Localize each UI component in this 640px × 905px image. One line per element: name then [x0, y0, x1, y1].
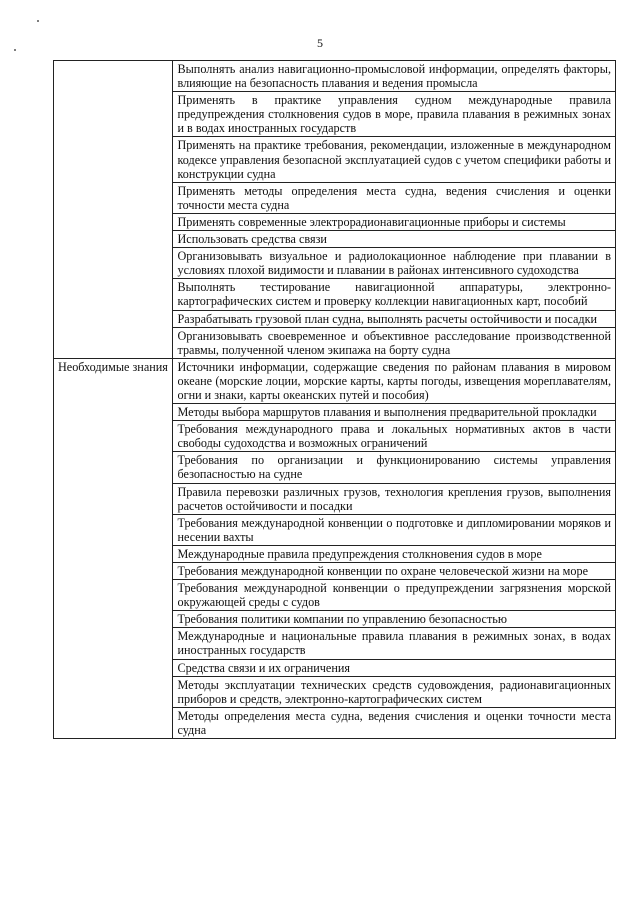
- table-row: [54, 358, 616, 403]
- page-number: 5: [317, 36, 323, 50]
- requirement-text: Применять методы определения места судна, ведения счисления и оценки точности места судна: [173, 182, 616, 213]
- requirement-text: Организовывать визуальное и радиолокационное наблюдение при плавании в условиях плохой видимости и плавании в районах интенсивного судоходства: [173, 248, 616, 279]
- requirement-text: Выполнять анализ навигационно-промысловой информации, определять факторы, влияющие на безопасность плавания и ведения промысла: [173, 61, 616, 92]
- requirement-text: Источники информации, содержащие сведения по районам плавания в мировом океане (морские лоции, морские карты, карты погоды, извещения мореплавателям, огни и знаки, карты океанских путей и пособия): [173, 358, 616, 403]
- scan-speck: [14, 49, 16, 51]
- requirement-text: Требования международной конвенции о подготовке и дипломировании моряков и несении вахты: [173, 514, 616, 545]
- requirement-text: Требования по организации и функционированию системы управления безопасностью на судне: [173, 452, 616, 483]
- section-label: Необходимые знания: [54, 358, 173, 738]
- requirement-text: Методы эксплуатации технических средств судовождения, радионавигационных приборов и средств, электронно-картографических систем: [173, 676, 616, 707]
- requirement-text: Использовать средства связи: [173, 231, 616, 248]
- table-row: [54, 61, 616, 92]
- requirement-text: Применять современные электрорадионавигационные приборы и системы: [173, 213, 616, 230]
- scan-speck: [37, 20, 39, 22]
- requirement-text: Международные и национальные правила плавания в режимных зонах, в водах иностранных государств: [173, 628, 616, 659]
- requirement-text: Правила перевозки различных грузов, технология крепления грузов, выполнения расчетов остойчивости и посадки: [173, 483, 616, 514]
- requirement-text: Средства связи и их ограничения: [173, 659, 616, 676]
- requirement-text: Требования международной конвенции по охране человеческой жизни на море: [173, 563, 616, 580]
- requirement-text: Применять в практике управления судном международные правила предупреждения столкновения судов в море, правила плавания в режимных зонах и в водах иностранных государств: [173, 92, 616, 137]
- requirement-text: Методы определения места судна, ведения счисления и оценки точности места судна: [173, 707, 616, 738]
- requirement-text: Организовывать своевременное и объективное расследование производственной травмы, полученной членом экипажа на борту судна: [173, 327, 616, 358]
- requirement-text: Требования политики компании по управлению безопасностью: [173, 611, 616, 628]
- requirement-text: Методы выбора маршрутов плавания и выполнения предварительной прокладки: [173, 404, 616, 421]
- requirement-text: Требования международной конвенции о предупреждении загрязнения морской окружающей среды с судов: [173, 580, 616, 611]
- competency-table: [53, 60, 616, 739]
- requirement-text: Международные правила предупреждения столкновения судов в море: [173, 545, 616, 562]
- requirement-text: Требования международного права и локальных нормативных актов в части свободы судоходства и возможных ограничений: [173, 421, 616, 452]
- requirement-text: Разрабатывать грузовой план судна, выполнять расчеты остойчивости и посадки: [173, 310, 616, 327]
- requirement-text: Применять на практике требования, рекомендации, изложенные в международном кодексе управления безопасной эксплуатацией судов с учетом специфики работы и конструкции судна: [173, 137, 616, 182]
- empty-label-cell: [54, 61, 173, 359]
- requirement-text: Выполнять тестирование навигационной аппаратуры, электронно-картографических систем и проверку коллекции навигационных карт, пособий: [173, 279, 616, 310]
- table-body: [54, 61, 616, 739]
